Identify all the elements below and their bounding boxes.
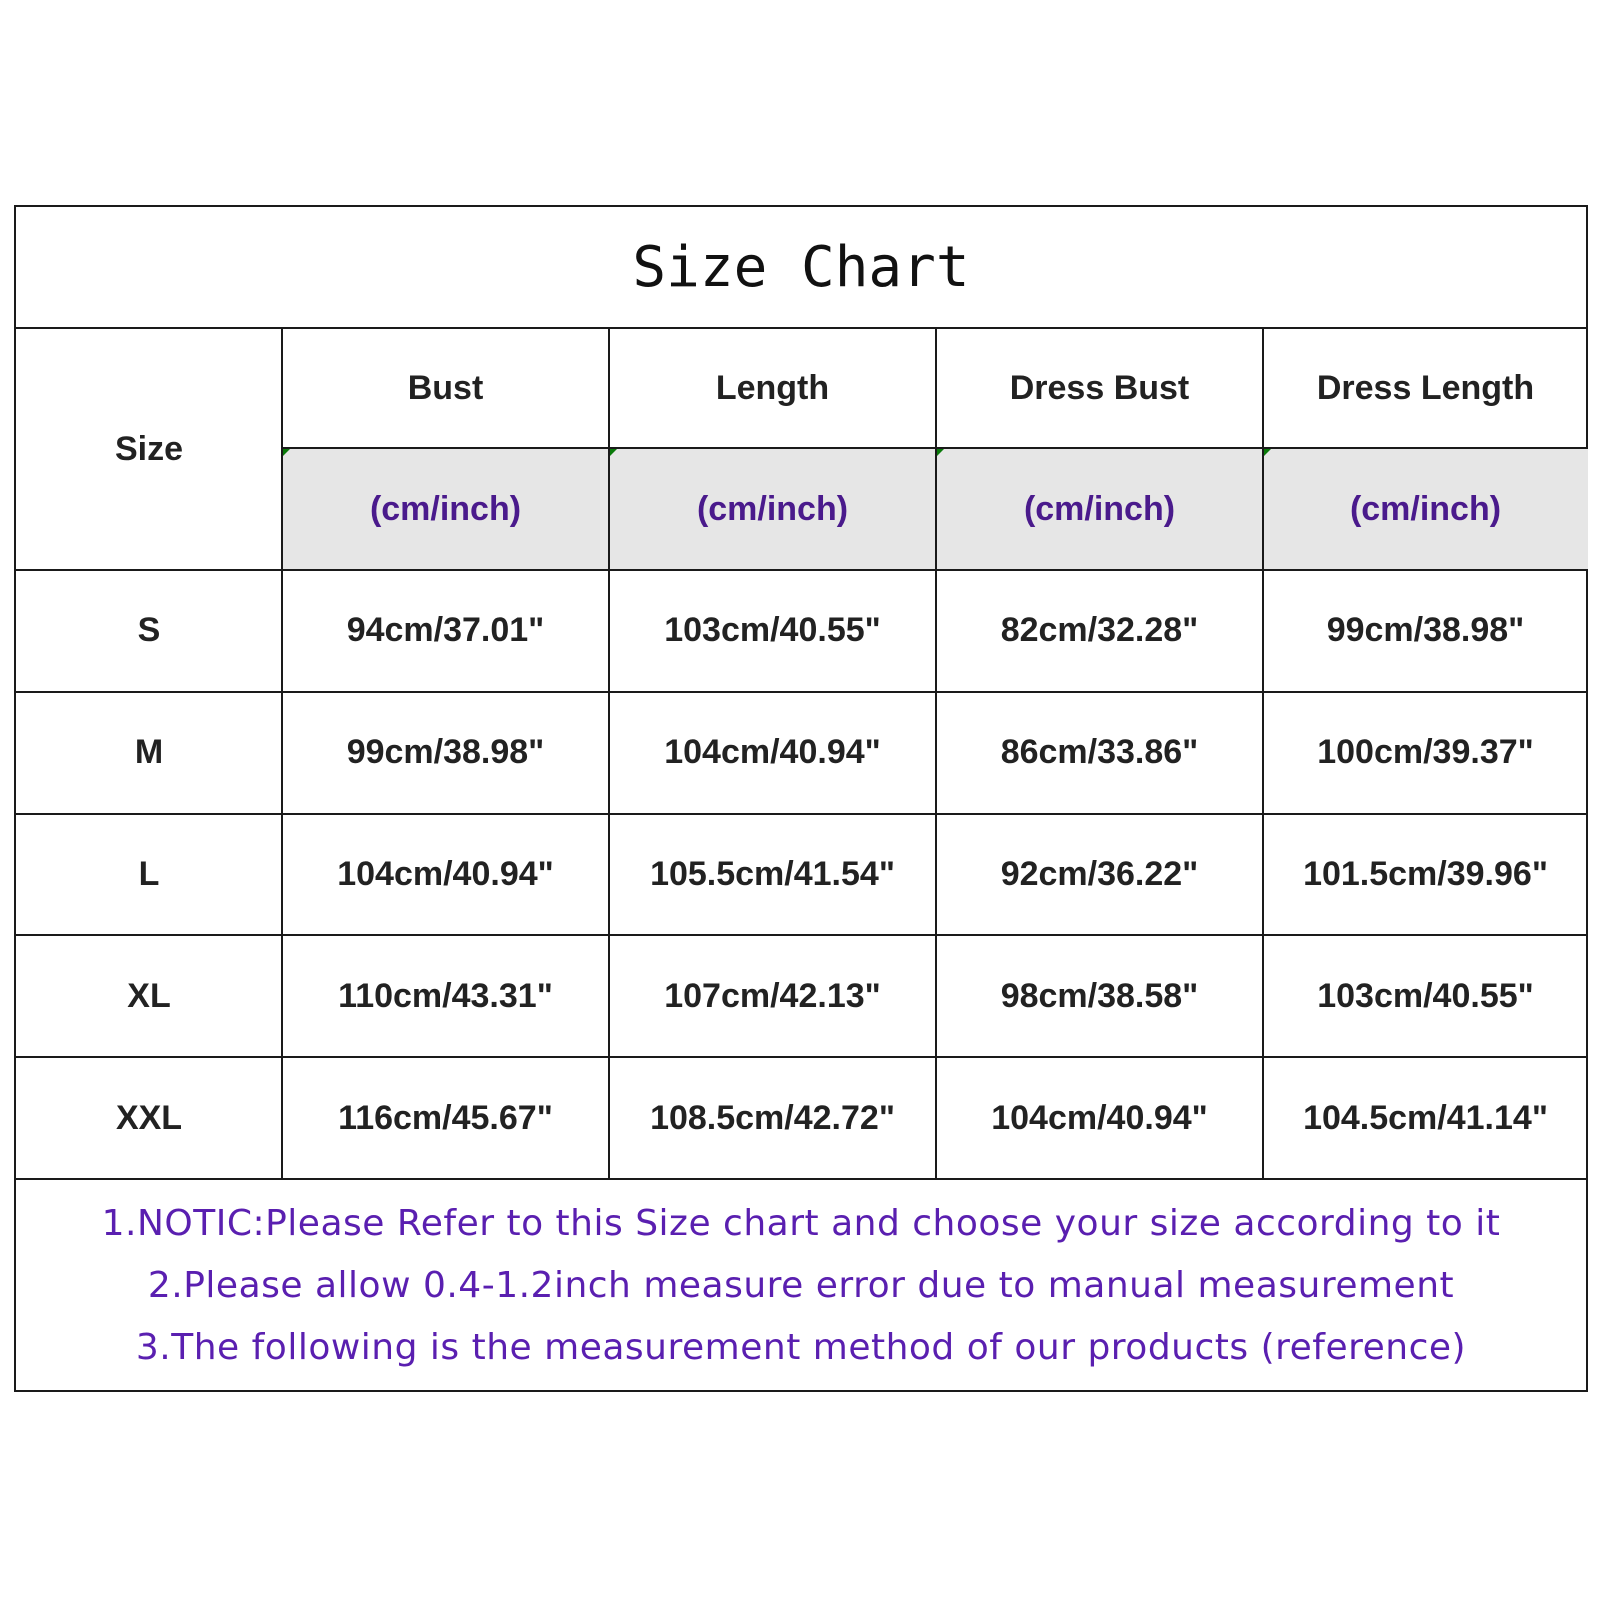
table-cell: 108.5cm/42.72"	[650, 1098, 895, 1137]
grid-line-horizontal	[282, 447, 1588, 449]
size-label: L	[138, 854, 160, 893]
table-cell: 104cm/40.94"	[664, 733, 881, 772]
size-label: S	[137, 611, 161, 650]
size-label: XXL	[115, 1098, 183, 1137]
size-label: XL	[127, 976, 171, 1015]
column-header: Bust	[407, 369, 484, 407]
corner-marker	[937, 449, 944, 456]
notes-section	[16, 1179, 1586, 1392]
note-2: 2.Please allow 0.4-1.2inch measure error due to manual measurement	[147, 1264, 1455, 1306]
table-cell: 92cm/36.22"	[1000, 854, 1199, 893]
note-1: 1.NOTIC:Please Refer to this Size chart and choose your size according to it	[101, 1202, 1501, 1244]
table-cell: 94cm/37.01"	[346, 611, 545, 650]
corner-marker	[1264, 449, 1271, 456]
grid-line-horizontal	[16, 1056, 1588, 1058]
column-header: Dress Bust	[1009, 369, 1190, 407]
grid-line-horizontal	[16, 934, 1588, 936]
table-cell: 101.5cm/39.96"	[1303, 854, 1548, 893]
table-cell: 103cm/40.55"	[1317, 976, 1534, 1015]
table-cell: 103cm/40.55"	[664, 611, 881, 650]
table-cell: 116cm/45.67"	[338, 1098, 553, 1137]
grid-line-vertical	[281, 329, 283, 1179]
grid-line-vertical	[608, 329, 610, 1179]
unit-label: (cm/inch)	[609, 448, 936, 570]
table-cell: 105.5cm/41.54"	[650, 854, 895, 893]
grid-line-horizontal	[16, 569, 1588, 571]
table-cell: 98cm/38.58"	[1000, 976, 1199, 1015]
table-cell: 99cm/38.98"	[1326, 611, 1525, 650]
size-header: Size	[114, 430, 184, 468]
table-cell: 99cm/38.98"	[346, 733, 545, 772]
unit-label: (cm/inch)	[1263, 448, 1588, 570]
size-chart-table	[14, 205, 1588, 1392]
unit-label: (cm/inch)	[936, 448, 1263, 570]
grid-line-vertical	[935, 329, 937, 1179]
grid-line-horizontal	[16, 813, 1588, 815]
corner-marker	[283, 449, 290, 456]
table-cell: 100cm/39.37"	[1317, 733, 1534, 772]
table-cell: 104cm/40.94"	[991, 1098, 1208, 1137]
grid-line-vertical	[1262, 329, 1264, 1179]
unit-label: (cm/inch)	[282, 448, 609, 570]
corner-marker	[610, 449, 617, 456]
table-cell: 104cm/40.94"	[337, 854, 554, 893]
column-header: Length	[715, 369, 830, 407]
size-label: M	[134, 733, 164, 772]
table-cell: 110cm/43.31"	[338, 976, 553, 1015]
note-3: 3.The following is the measurement method of our products (reference)	[135, 1326, 1467, 1368]
table-cell: 104.5cm/41.14"	[1303, 1098, 1548, 1137]
table-cell: 86cm/33.86"	[1000, 733, 1199, 772]
column-header: Dress Length	[1316, 369, 1535, 407]
chart-title: Size Chart	[16, 207, 1586, 329]
table-cell: 107cm/42.13"	[664, 976, 881, 1015]
grid-line-horizontal	[16, 691, 1588, 693]
table-cell: 82cm/32.28"	[1000, 611, 1199, 650]
